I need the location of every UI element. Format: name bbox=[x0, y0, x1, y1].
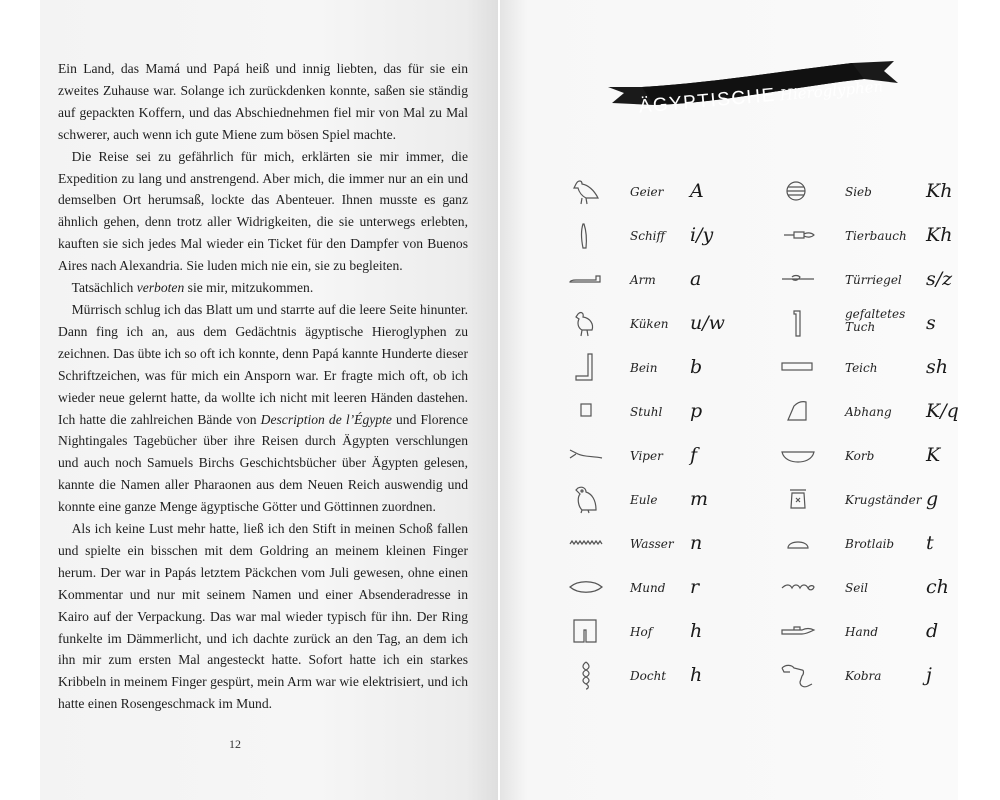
glyph-sound: Kh bbox=[926, 180, 953, 202]
glyph-sound: t bbox=[926, 532, 934, 554]
paragraph-2 bbox=[58, 146, 468, 277]
glyph-sound: b bbox=[690, 356, 703, 378]
hieroglyph-table bbox=[568, 173, 968, 703]
jar-stand-icon bbox=[780, 484, 816, 514]
glyph-name: Hof bbox=[630, 625, 653, 639]
glyph-name: Abhang bbox=[845, 405, 892, 419]
glyph-name: Tierbauch bbox=[845, 229, 907, 243]
hand-icon bbox=[780, 616, 816, 646]
glyph-sound: p bbox=[690, 400, 703, 422]
owl-icon bbox=[568, 484, 604, 514]
glyph-sound: sh bbox=[926, 356, 948, 378]
cobra-icon bbox=[780, 660, 816, 690]
glyph-sound: K/q bbox=[926, 400, 959, 422]
wick-icon bbox=[568, 660, 604, 690]
glyph-name: Stuhl bbox=[630, 405, 663, 419]
paragraph-5-text: Als ich keine Lust mehr hatte, ließ ich den Stift in meinen Schoß fallen und spielte ein bisschen mit dem Goldring an meinem kleinen Finger herum. Der war in Papás letztem Päckchen vom Juli gewesen, ohne einen Kommentar und nur mit seinem Namen und einer Absenderadresse in Kairo auf der Verpackung. Das war mal wieder typisch für ihn. Der Ring funkelte im Dämmerlicht, und ich dachte zurück an den Tag, an dem ich ihn mir zum ersten Mal angesteckt hatte. Sofort hatte ich ein starkes Kribbeln in meinem Finger gespürt, mein Arm war wie elektrisiert, und ich hatte einen Rosengeschmack im Mund. bbox=[58, 521, 468, 712]
water-icon bbox=[568, 528, 604, 558]
hill-slope-icon bbox=[780, 396, 816, 426]
glyph-sound: n bbox=[690, 532, 703, 554]
glyph-sound: h bbox=[690, 620, 703, 642]
glyph-row bbox=[568, 261, 968, 305]
glyph-row bbox=[568, 217, 968, 261]
bread-loaf-icon bbox=[780, 528, 816, 558]
glyph-name: Korb bbox=[845, 449, 875, 463]
glyph-name: Docht bbox=[630, 669, 667, 683]
paragraph-1-text: Ein Land, das Mamá und Papá heiß und innig liebten, das für sie ein zweites Zuhause war. Solange ich zurückdenken konnte, saßen sie ständig auf gepackten Koffern, und das Abschiednehmen fiel mir von Mal zu Mal schwerer, auch wenn ich gute Miene zum bösen Spiel machte. bbox=[58, 61, 468, 142]
glyph-sound: i/y bbox=[690, 224, 714, 246]
glyph-name: Bein bbox=[630, 361, 658, 375]
glyph-name: Seil bbox=[845, 581, 868, 595]
glyph-name: Teich bbox=[845, 361, 878, 375]
paragraph-2-text: Die Reise sei zu gefährlich für mich, erklärten sie mir immer, die Expedition zu lang und anstrengend. Aber mich, die immer nur an ein und demselben Ort herumsaß, lockte das Abenteuer. Ihnen musste es ganz ähnlich gehen, denn trotz aller Widrigkeiten, die sie unterwegs erlebten, kauften sie sich jedes Mal wieder ein Ticket für den Dampfer von Buenos Aires nach Alexandria. Sie luden mich nie ein, sie zu begleiten. bbox=[58, 148, 468, 274]
viper-icon bbox=[568, 440, 604, 470]
banner-title-word2: Hieroglyphen bbox=[779, 77, 884, 105]
glyph-name: Kobra bbox=[845, 669, 882, 683]
glyph-sound: A bbox=[690, 180, 704, 202]
body-text bbox=[58, 58, 468, 715]
paragraph-3-text: Tatsächlich bbox=[71, 280, 137, 296]
glyph-name: Krugständer bbox=[845, 493, 922, 507]
glyph-name: Mund bbox=[630, 581, 666, 595]
stool-icon bbox=[568, 396, 604, 426]
paragraph-4-emphasis: Description de l’Égypte bbox=[260, 411, 392, 427]
glyph-sound: h bbox=[690, 664, 703, 686]
glyph-sound: s/z bbox=[926, 268, 953, 290]
door-bolt-icon bbox=[780, 264, 816, 294]
paragraph-3 bbox=[58, 277, 468, 299]
glyph-sound: a bbox=[690, 268, 702, 290]
left-page bbox=[40, 0, 498, 800]
glyph-sound: s bbox=[926, 312, 936, 334]
pond-icon bbox=[780, 352, 816, 382]
glyph-sound: g bbox=[926, 488, 939, 510]
rope-icon bbox=[780, 572, 816, 602]
glyph-name: Sieb bbox=[845, 185, 872, 199]
glyph-name: Wasser bbox=[630, 537, 674, 551]
glyph-sound: f bbox=[690, 444, 698, 466]
mouth-icon bbox=[568, 572, 604, 602]
paragraph-4-text-end: und Florence Nightingales Tagebücher über ihre Reisen durch Ägypten verschlungen und auch noch Samuels Birchs Geschichtsbücher über Ägypten gelesen, kannte die Namen aller Pharaonen aus dem Neuen Reich auswendig und konnte eine ganze Menge ägyptische Götter und Göttinnen zuordnen. bbox=[58, 411, 469, 515]
right-page bbox=[500, 0, 958, 800]
glyph-sound: ch bbox=[926, 576, 949, 598]
basket-icon bbox=[780, 440, 816, 470]
animal-belly-icon bbox=[780, 220, 816, 250]
glyph-sound: r bbox=[690, 576, 700, 598]
glyph-row bbox=[568, 173, 968, 217]
paragraph-5 bbox=[58, 518, 468, 715]
glyph-sound: u/w bbox=[690, 312, 725, 334]
chick-icon bbox=[568, 308, 604, 338]
vulture-icon bbox=[568, 176, 604, 206]
glyph-sound: K bbox=[926, 444, 941, 466]
glyph-name: Viper bbox=[630, 449, 663, 463]
page-number: 12 bbox=[229, 737, 241, 751]
paragraph-4 bbox=[58, 299, 468, 518]
paragraph-4-text: Mürrisch schlug ich das Blatt um und starrte auf die leere Seite hinunter. Dann fing ich an, aus dem Gedächtnis ägyptische Hieroglyphen zu zeichnen. Das übte ich so oft ich konnte, denn Papá kannte Hunderte dieser Schriftzeichen, was für mich ein Ansporn war. Er fragte mich oft, ob ich wieder neue gelernt hatte, da wollte ich nicht mit leeren Händen dastehen. Ich hatte die zahlreichen Bände von bbox=[58, 301, 468, 427]
banner-title-word1: ÄGYPTISCHE bbox=[637, 84, 777, 118]
glyph-name: Eule bbox=[630, 493, 658, 507]
paragraph-1 bbox=[58, 58, 468, 146]
glyph-name: Hand bbox=[845, 625, 879, 639]
glyph-sound: Kh bbox=[926, 224, 953, 246]
leg-icon bbox=[568, 352, 604, 382]
glyph-row bbox=[568, 437, 968, 481]
paragraph-3-text-end: sie mir, mitzukommen. bbox=[184, 280, 314, 296]
glyph-sound: j bbox=[926, 664, 932, 686]
paragraph-3-emphasis: verboten bbox=[136, 280, 185, 296]
glyph-name: gefaltetes Tuch bbox=[845, 307, 906, 334]
glyph-sound: d bbox=[926, 620, 939, 642]
sieve-icon bbox=[780, 176, 816, 206]
folded-cloth-icon bbox=[780, 308, 816, 338]
courtyard-icon bbox=[568, 616, 604, 646]
glyph-row bbox=[568, 569, 968, 613]
arm-icon bbox=[568, 264, 604, 294]
glyph-name: Arm bbox=[630, 273, 656, 287]
glyph-row bbox=[568, 481, 968, 525]
reed-icon bbox=[568, 220, 604, 250]
glyph-row bbox=[568, 657, 968, 701]
glyph-row bbox=[568, 393, 968, 437]
glyph-name: Küken bbox=[630, 317, 669, 331]
glyph-name: Schiff bbox=[630, 229, 666, 243]
glyph-name: Türriegel bbox=[845, 273, 902, 287]
glyph-row bbox=[568, 525, 968, 569]
glyph-row bbox=[568, 613, 968, 657]
glyph-row bbox=[568, 349, 968, 393]
glyph-sound: m bbox=[690, 488, 709, 510]
glyph-name: Brotlaib bbox=[845, 537, 895, 551]
glyph-name: Geier bbox=[630, 185, 664, 199]
glyph-row bbox=[568, 305, 968, 349]
